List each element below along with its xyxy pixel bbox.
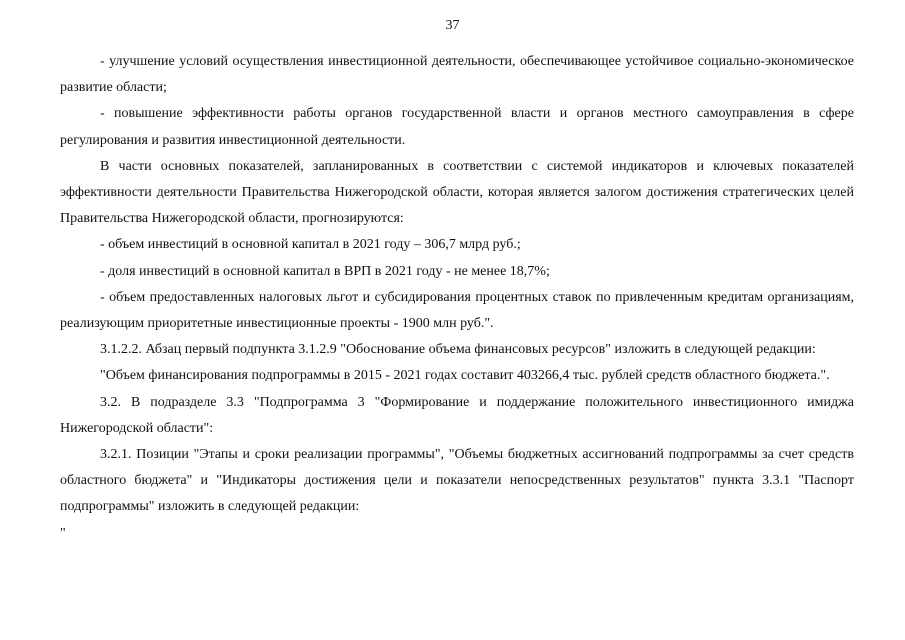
document-body — [60, 49, 854, 547]
paragraph-clause-3-1-2-2: 3.1.2.2. Абзац первый подпункта 3.1.2.9 "Обоснование объема финансовых ресурсов" изложить в следующей редакции: — [100, 342, 816, 358]
page-number: 37 — [445, 18, 460, 33]
paragraph-goal-investment-conditions: - улучшение условий осуществления инвестиционной деятельности, обеспечивающее устойчивое социально-экономическое развитие области; — [60, 54, 854, 96]
paragraph-clause-3-2-1: 3.2.1. Позиции "Этапы и сроки реализации программы", "Объемы бюджетных ассигнований подпрограммы за счет средств областного бюджета" и "Индикаторы достижения цели и показатели непосредственных результатов" пункта 3.3.1 "Паспорт подпрограммы" изложить в следующей редакции: — [60, 447, 854, 515]
paragraph-indicator-investment-share: - доля инвестиций в основной капитал в ВРП в 2021 году - не менее 18,7%; — [100, 263, 550, 279]
paragraph-indicator-investment-volume: - объем инвестиций в основной капитал в 2021 году – 306,7 млрд руб.; — [100, 237, 521, 253]
paragraph-indicator-tax-benefits: - объем предоставленных налоговых льгот и субсидирования процентных ставок по привлеченным кредитам организациям, реализующим приоритетные инвестиционные проекты - 1900 млн руб.". — [60, 289, 854, 332]
paragraph-goal-government-efficiency: - повышение эффективности работы органов государственной власти и органов местного самоуправления в сфере регулирования и развития инвестиционной деятельности. — [60, 106, 854, 148]
paragraph-section-3-2: 3.2. В подразделе 3.3 "Подпрограмма 3 "Формирование и поддержание положительного инвестиционного имиджа Нижегородской области": — [60, 394, 854, 436]
paragraph-opening-quote: " — [60, 525, 66, 541]
paragraph-key-indicators-intro: В части основных показателей, запланированных в соответствии с системой индикаторов и ключевых показателей эффективности деятельности Правительства Нижегородской области, которая является залогом достижения стратегических целей Правительства Нижегородской области, прогнозируются: — [60, 158, 854, 227]
paragraph-funding-volume: "Объем финансирования подпрограммы в 2015 - 2021 годах составит 403266,4 тыс. рублей средств областного бюджета.". — [100, 368, 830, 384]
